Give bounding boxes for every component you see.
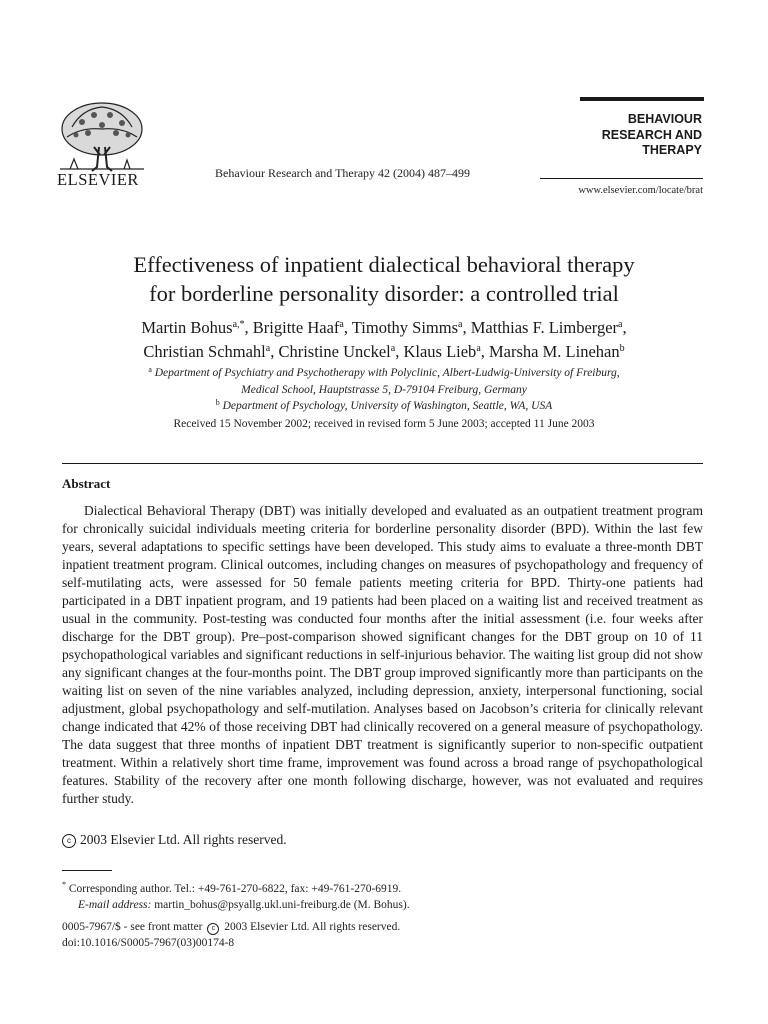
author-list [40, 316, 728, 364]
author-affiliation-mark: a [339, 319, 344, 330]
footnote-line-1 [62, 877, 703, 897]
footnote-rule [62, 870, 112, 871]
brand-line-1: BEHAVIOUR [627, 112, 702, 126]
author-name: Matthias F. Limberger [470, 318, 619, 337]
copyright-icon: c [62, 834, 76, 848]
abstract-text: Dialectical Behavioral Therapy (DBT) was initially developed and evaluated as an outpatient treatment program for chronically suicidal individuals meeting criteria for borderline personality disorder (BPD). Within the last few years, several adaptations to specific settings have been developed. This study aims to evaluate a three-month DBT inpatient treatment program. Clinical outcomes, including changes on measures of psychopathology and frequency of self-mutilating acts, were assessed for 50 female patients meeting criteria for BPD. Thirty-one patients had participated in a DBT inpatient program, and 19 patients had been placed on a waiting list and received treatment as usual in the community. Post-testing was conducted four months after the initial assessment (i.e. four weeks after discharge for the DBT group). Pre–post-comparison showed significant changes for the DBT group on 10 of 11 psychopathological variables and significant reductions in self-injurious behavior. The waiting list group did not show any significant changes at the four-months point. The DBT group improved significantly more than participants on the waiting list on seven of the nine variables analyzed, including depression, anxiety, interpersonal functioning, social adjustment, global psychopathology and self-mutilation. Analyses based on Jacobson’s criteria for clinically relevant change indicated that 42% of those receiving DBT had clinically recovered on a general measure of psychopathology. The data suggest that three months of inpatient DBT treatment is significantly superior to non-specific outpatient treatment. Within a relatively short time frame, improvement was found across a broad range of psychopathological features. Stability of the recovery after one month following discharge, however, was not evaluated and requires further study. [62, 503, 703, 806]
author-affiliation-mark: a [618, 319, 623, 330]
issn-text: 0005-7967/$ - see front matter [62, 921, 203, 933]
email-link[interactable]: martin_bohus@psyallg.ukl.uni-freiburg.de (M. Bohus). [154, 898, 410, 911]
author-name: Klaus Lieb [403, 342, 477, 361]
issn-line [62, 919, 703, 935]
author-separator: , [395, 342, 404, 361]
author-separator: , [343, 318, 352, 337]
issn-copyright-text: 2003 Elsevier Ltd. All rights reserved. [224, 921, 401, 933]
affiliation-mark: a [148, 365, 152, 374]
author-affiliation-mark: a,* [232, 319, 245, 330]
affiliation-text: Department of Psychology, University of Washington, Seattle, WA, USA [222, 400, 553, 412]
authors-line-1 [40, 316, 728, 340]
author-separator: , [480, 342, 490, 361]
abstract-copyright [62, 832, 287, 848]
title-line-2: for borderline personality disorder: a controlled trial [149, 281, 619, 306]
author-separator: , [270, 342, 279, 361]
brand-line-2: RESEARCH AND [601, 127, 702, 142]
copyright-icon: c [207, 923, 219, 935]
brand-line-3: THERAPY [642, 143, 702, 157]
footnote-mark: * [62, 880, 66, 889]
affiliation-text: Department of Psychiatry and Psychotherapy with Polyclinic, Albert-Ludwig-University of Freiburg, [154, 367, 620, 379]
author-name: Martin Bohus [141, 318, 233, 337]
copyright-text: 2003 Elsevier Ltd. All rights reserved. [80, 832, 287, 847]
affiliation-a-line-1 [60, 365, 708, 382]
abstract-body [62, 502, 703, 808]
publisher-name: ELSEVIER [57, 170, 139, 189]
brand-top-rule [580, 97, 704, 101]
author-name: Marsha M. Linehan [489, 342, 620, 361]
affiliations [60, 365, 708, 415]
author-affiliation-mark: a [476, 343, 481, 354]
author-affiliation-mark: a [390, 343, 396, 354]
author-separator: , [244, 318, 253, 337]
author-name: Timothy Simms [351, 318, 459, 337]
author-separator: , [462, 318, 471, 337]
section-divider [62, 463, 703, 464]
affiliation-mark: b [215, 398, 220, 407]
author-affiliation-mark: a [265, 343, 271, 354]
issn-doi-block [62, 919, 703, 951]
footnote-line-2 [62, 897, 703, 913]
brand-bottom-rule [540, 178, 703, 179]
footnote-text: Corresponding author. Tel.: +49-761-270-6822, fax: +49-761-270-6919. [68, 882, 402, 895]
author-name: Christian Schmahl [143, 342, 266, 361]
abstract-heading: Abstract [62, 476, 111, 491]
affiliation-b [60, 398, 708, 415]
email-label: E-mail address: [78, 898, 152, 911]
title-line-1: Effectiveness of inpatient dialectical behavioral therapy [133, 252, 635, 277]
journal-brand [560, 112, 702, 159]
journal-url-link[interactable]: www.elsevier.com/locate/brat [578, 185, 703, 196]
author-affiliation-mark: a [458, 319, 463, 330]
affiliation-a-line-2: Medical School, Hauptstrasse 5, D-79104 Freiburg, Germany [241, 383, 527, 396]
authors-line-2 [40, 340, 728, 364]
journal-citation: Behaviour Research and Therapy 42 (2004) 487–499 [215, 166, 471, 180]
author-name: Christine Unckel [278, 342, 391, 361]
author-affiliation-mark: b [619, 343, 625, 354]
author-separator: , [622, 318, 627, 337]
doi-link[interactable]: doi:10.1016/S0005-7967(03)00174-8 [62, 937, 235, 949]
received-dates: Received 15 November 2002; received in revised form 5 June 2003; accepted 11 June 2003 [173, 418, 595, 430]
corresponding-author-footnote [62, 877, 703, 913]
author-name: Brigitte Haaf [252, 318, 340, 337]
article-title [40, 250, 728, 308]
